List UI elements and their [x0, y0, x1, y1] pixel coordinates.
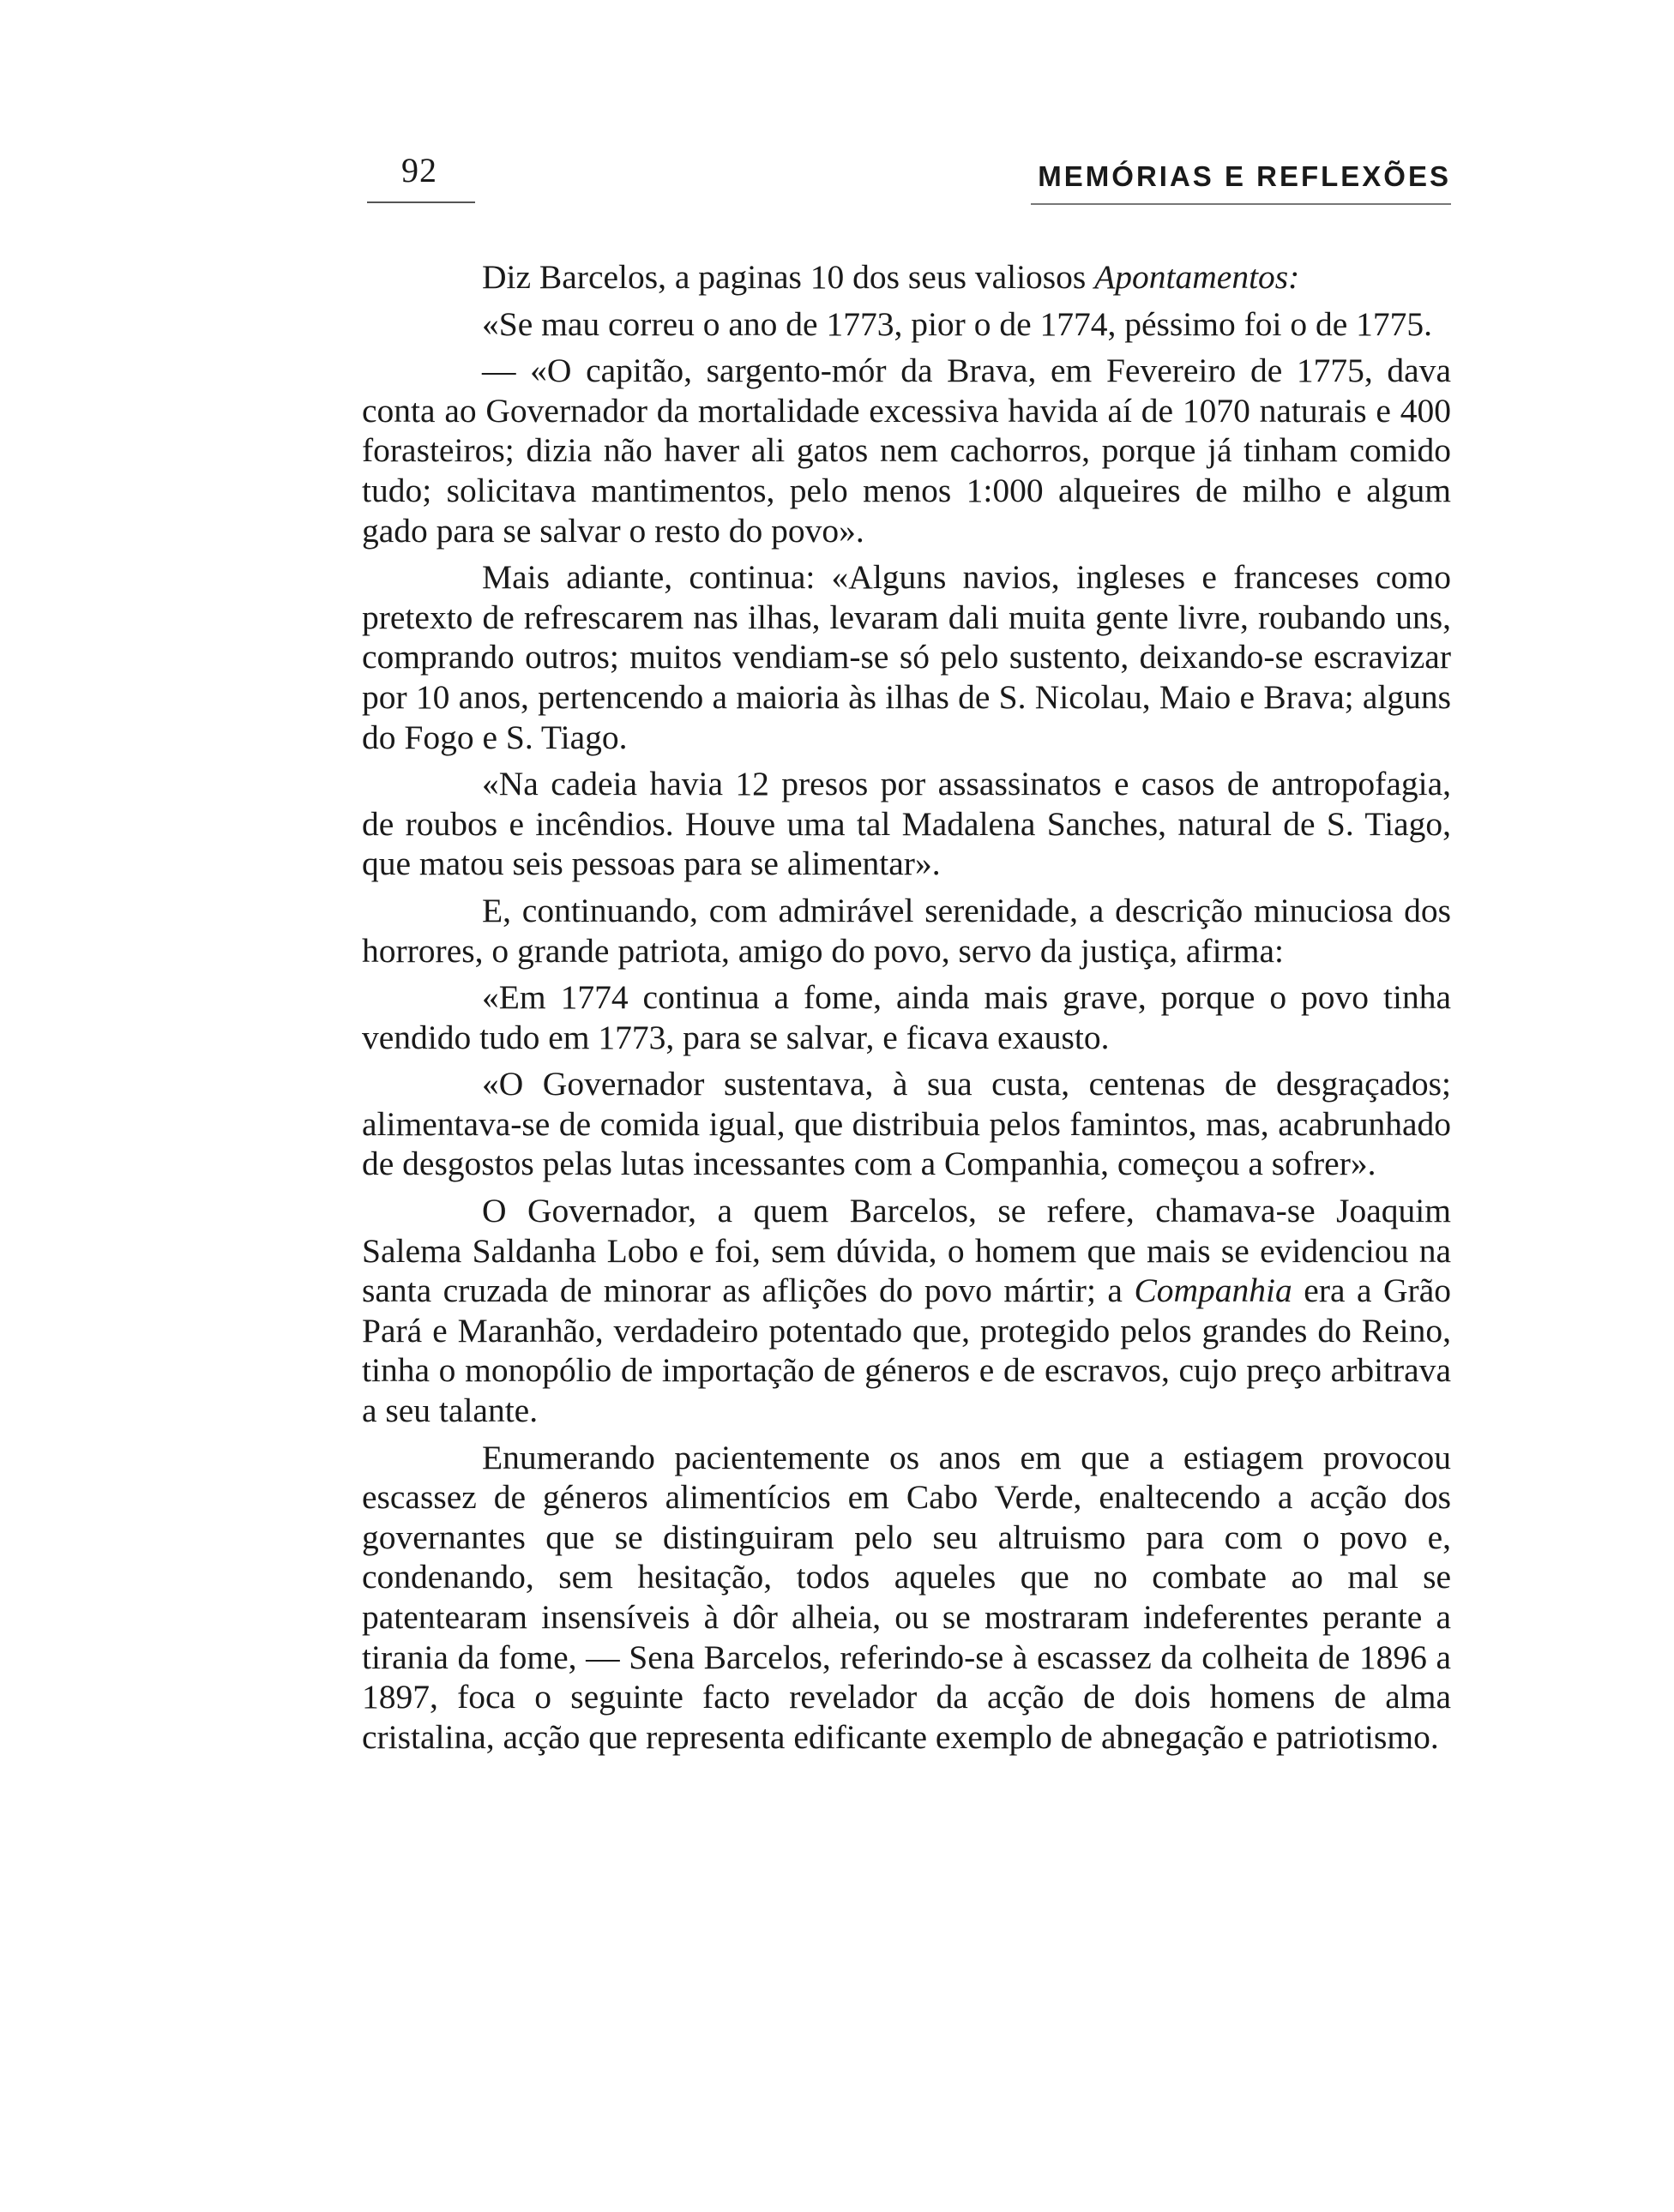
paragraph: — «O capitão, sargento-mór da Brava, em Fevereiro de 1775, dava conta ao Governador da mortalidade excessiva havida aí de 1070 naturais e 400 forasteiros; dizia não haver ali gatos nem cachorros, porque já tinham comido tudo; solicitava mantimentos, pelo menos 1:000 alqueires de milho e algum gado para se salvar o resto do povo».: [362, 352, 1451, 550]
page-number: 92: [401, 151, 437, 189]
paragraph: Mais adiante, continua: «Alguns navios, ingleses e franceses como pretexto de refrescarem nas ilhas, levaram dali muita gente livre, roubando uns, comprando outros; muitos vendiam-se só pelo sustento, deixando-se escravizar por 10 anos, pertencendo a maioria às ilhas de S. Nicolau, Maio e Brava; alguns do Fogo e S. Tiago.: [362, 558, 1451, 756]
paragraph-text: O Governador, a quem Barcelos, se refere, chamava-se Joaquim Salema Saldanha Lobo e foi, sem dúvida, o homem que mais se evidenciou na santa cruzada de minorar as aflições do povo mártir; a: [362, 1192, 1451, 1310]
paragraph: E, continuando, com admirável serenidade, a descrição minuciosa dos horrores, o grande patriota, amigo do povo, servo da justiça, afirma:: [362, 891, 1451, 970]
page-number-rule: [367, 201, 475, 203]
paragraph: [362, 1191, 1451, 1431]
body-text: [362, 257, 1451, 1764]
paragraph: «Se mau correu o ano de 1773, pior o de 1774, péssimo foi o de 1775.: [482, 304, 1432, 343]
paragraph-text: Diz Barcelos, a paginas 10 dos seus valiosos: [482, 258, 1095, 296]
paragraph: Enumerando pacientemente os anos em que a estiagem provocou escassez de géneros alimentícios em Cabo Verde, enaltecendo a acção dos governantes que se distinguiram pelo seu altruismo para com o povo e, condenando, sem hesitação, todos aqueles que no combate ao mal se patentearam insensíveis à dôr alheia, ou se mostraram indeferentes perante a tirania da fome, — Sena Barcelos, referindo-se à escassez da colheita de 1896 a 1897, foca o seguinte facto revelador da acção de dois homens de alma cristalina, acção que representa edificante exemplo de abnegação e patriotismo.: [362, 1438, 1451, 1756]
running-title-rule: [1031, 203, 1451, 205]
running-title: MEMÓRIAS E REFLEXÕES: [1038, 160, 1451, 192]
paragraph: «Em 1774 continua a fome, ainda mais grave, porque o povo tinha vendido tudo em 1773, para se salvar, e ficava exausto.: [362, 978, 1451, 1056]
italic-title: Apontamentos:: [1094, 258, 1300, 296]
page-header: [367, 150, 1451, 210]
italic-term: Companhia: [1134, 1271, 1292, 1310]
paragraph: [362, 257, 1451, 298]
paragraph: «Na cadeia havia 12 presos por assassinatos e casos de antropofagia, de roubos e incêndios. Houve uma tal Madalena Sanches, natural de S. Tiago, que matou seis pessoas para se alimentar».: [362, 765, 1451, 883]
paragraph-text: era a Grão Pará e Maranhão, verdadeiro potentado que, protegido pelos grandes do Reino, tinha o monopólio de importação de géneros e de escravos, cujo preço arbitrava a seu talante.: [362, 1271, 1451, 1430]
paragraph: «O Governador sustentava, à sua custa, centenas de desgraçados; alimentava-se de comida igual, que distribuia pelos famintos, mas, acabrunhado de desgostos pelas lutas incessantes com a Companhia, começou a sofrer».: [362, 1065, 1451, 1183]
